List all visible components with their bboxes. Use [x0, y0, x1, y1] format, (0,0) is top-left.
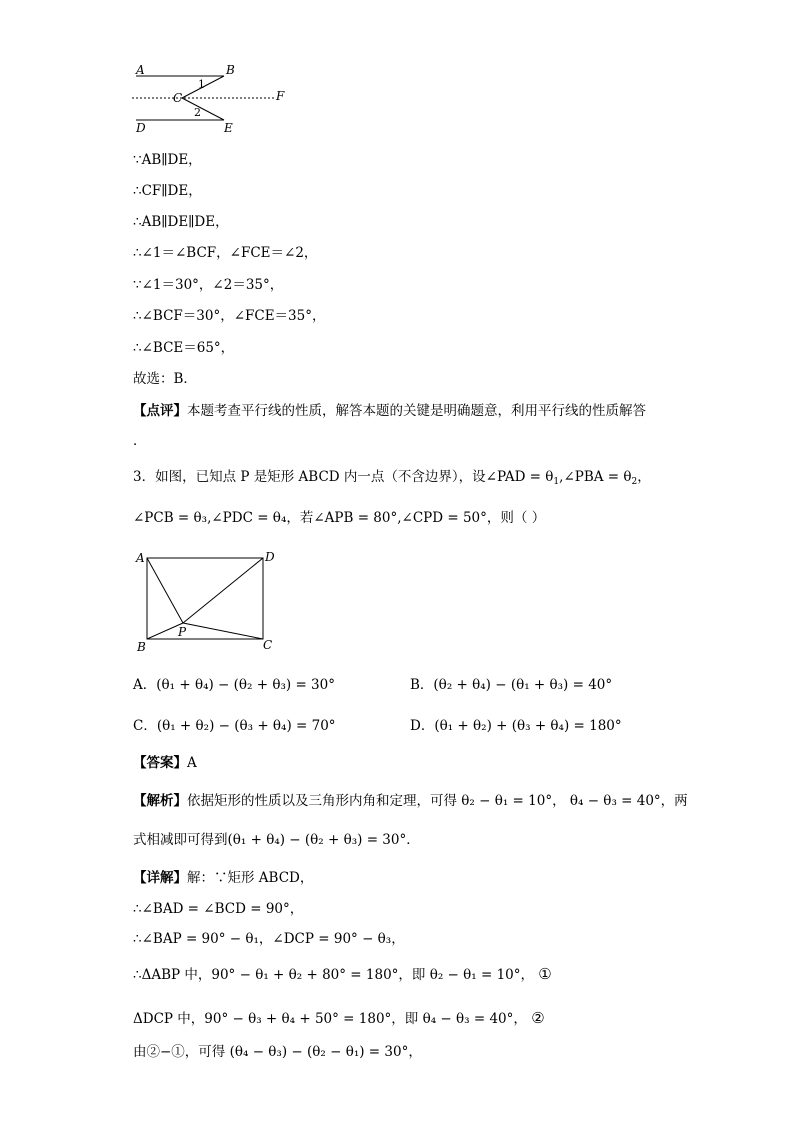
- label-angle-2: 2: [194, 106, 201, 119]
- segment-dp: [183, 558, 263, 623]
- proof-line-7: ∴∠BCE＝65°，: [133, 340, 235, 356]
- option-a: A．(θ₁ + θ₄) − (θ₂ + θ₃) = 30°: [133, 677, 335, 693]
- q3-text-b: ,∠PBA = θ: [559, 469, 632, 485]
- comment-text: 本题考查平行线的性质，解答本题的关键是明确题意，利用平行线的性质解答: [187, 403, 646, 419]
- equation-marker-1: ①: [538, 965, 552, 983]
- segment-ap: [147, 558, 183, 623]
- rectangle-figure: [130, 545, 280, 657]
- label-d: D: [265, 550, 275, 564]
- comment-continuation: ．: [133, 433, 147, 449]
- proof-line-2: ∴CF∥DE，: [133, 183, 202, 199]
- comment-tag: 【点评】: [133, 403, 187, 419]
- proof-line-3: ∴AB∥DE∥DE，: [133, 214, 229, 230]
- label-f: F: [276, 89, 285, 103]
- detail-line-1: [133, 869, 313, 887]
- option-d: D．(θ₁ + θ₂) + (θ₃ + θ₄) = 180°: [410, 718, 622, 734]
- comment-line: [133, 402, 646, 420]
- label-b: B: [137, 640, 146, 654]
- q3-text-a: 3．如图，已知点 P 是矩形 ABCD 内一点（不含边界），设∠PAD = θ: [133, 469, 554, 485]
- label-c: C: [173, 91, 183, 105]
- analysis-text-1: 依据矩形的性质以及三角形内角和定理，可得 θ₂ − θ₁ = 10°， θ₄ − θ₃ = 40°，两: [187, 793, 688, 809]
- detail-text-4: ∴ΔABP 中，90° − θ₁ + θ₂ + 80° = 180°，即 θ₂ − θ₁ = 10°，: [133, 967, 534, 983]
- detail-line-6: 由②−①，可得 (θ₄ − θ₃) − (θ₂ − θ₁) = 30°，: [133, 1044, 422, 1060]
- detail-line-5: [133, 1009, 545, 1028]
- analysis-line-1: [133, 792, 688, 810]
- label-d: D: [136, 121, 146, 135]
- detail-tag: 【详解】: [133, 870, 187, 886]
- detail-text-1: 解：∵矩形 ABCD，: [187, 870, 314, 886]
- answer-line: [133, 754, 197, 772]
- label-a: A: [136, 551, 145, 565]
- equation-marker-2: ②: [531, 1009, 545, 1027]
- option-c: C．(θ₁ + θ₂) − (θ₃ + θ₄) = 70°: [133, 718, 336, 734]
- label-b: B: [226, 63, 235, 77]
- segment-cp: [183, 623, 263, 639]
- question-3-line-2: ∠PCB = θ₃,∠PDC = θ₄，若∠APB = 80°,∠CPD = 50°，则（ ）: [133, 510, 546, 526]
- answer-value: A: [187, 755, 197, 771]
- analysis-line-2: 式相减即可得到(θ₁ + θ₄) − (θ₂ + θ₃) = 30°．: [133, 832, 420, 848]
- label-a: A: [136, 63, 145, 77]
- analysis-tag: 【解析】: [133, 793, 187, 809]
- detail-line-2: ∴∠BAD = ∠BCD = 90°，: [133, 901, 304, 917]
- proof-conclusion: 故选：B．: [133, 371, 197, 387]
- option-b: B．(θ₂ + θ₄) − (θ₁ + θ₃) = 40°: [410, 677, 613, 693]
- proof-line-1: ∵AB∥DE，: [133, 152, 202, 168]
- proof-line-5: ∵∠1＝30°，∠2＝35°，: [133, 277, 284, 293]
- q3-sub-1: 1: [553, 477, 560, 487]
- answer-tag: 【答案】: [133, 755, 187, 771]
- detail-line-4: [133, 965, 552, 984]
- detail-text-5: ΔDCP 中，90° − θ₃ + θ₄ + 50° = 180°，即 θ₄ − θ₃ = 40°，: [133, 1011, 527, 1027]
- segment-ce: [182, 98, 224, 120]
- q3-sub-2: 2: [631, 477, 638, 487]
- label-p: P: [178, 625, 187, 639]
- label-e: E: [224, 121, 233, 135]
- rectangle-abcd: [147, 558, 263, 639]
- question-3-line-1: [133, 468, 651, 491]
- proof-line-4: ∴∠1＝∠BCF，∠FCE＝∠2，: [133, 245, 318, 261]
- label-c: C: [263, 638, 273, 652]
- detail-line-3: ∴∠BAP = 90° − θ₁，∠DCP = 90° − θ₃，: [133, 931, 405, 947]
- proof-line-6: ∴∠BCF＝30°，∠FCE＝35°，: [133, 308, 326, 324]
- parallel-lines-figure: [128, 60, 298, 138]
- label-angle-1: 1: [198, 78, 205, 91]
- q3-text-c: ，: [637, 469, 651, 485]
